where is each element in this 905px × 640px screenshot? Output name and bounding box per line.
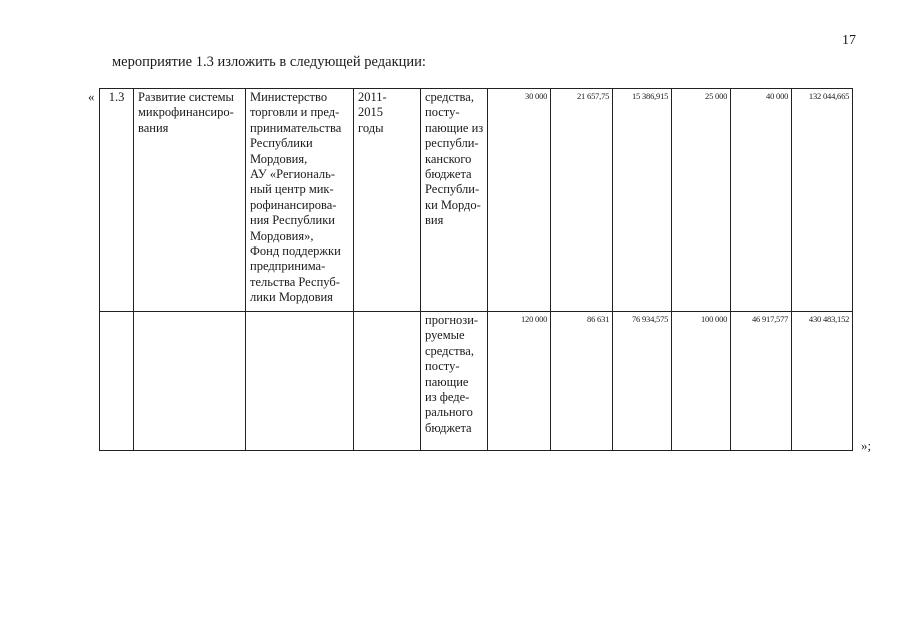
- source-line: Республи-: [425, 182, 480, 197]
- executor-line: принимательства: [250, 120, 342, 135]
- closing-quote: »;: [861, 438, 872, 453]
- source-line: пающие из: [425, 120, 484, 135]
- empty-cell: [100, 312, 134, 451]
- table-row: [100, 312, 853, 451]
- source-line: канского: [425, 151, 472, 166]
- value-cell: 40 000: [731, 89, 792, 312]
- value-cell: 30 000: [488, 89, 551, 312]
- intro-text: мероприятие 1.3 изложить в следующей редакции:: [112, 54, 426, 70]
- empty-cell: [246, 312, 354, 451]
- source-line: вия: [425, 213, 444, 228]
- value-cell: 120 000: [488, 312, 551, 451]
- total-value-cell: 430 483,152: [792, 312, 853, 451]
- source-line: средства,: [425, 90, 474, 104]
- total-value-cell: 132 044,665: [792, 89, 853, 312]
- source-line: прогнози-: [425, 313, 479, 327]
- period-line: 2011-: [358, 90, 387, 104]
- source-line: пающие: [425, 374, 469, 389]
- executor-line: Фонд поддержки: [250, 244, 341, 259]
- executor-line: ния Республики: [250, 213, 335, 228]
- executor-line: лики Мордовия: [250, 290, 333, 305]
- measure-name-cell: [134, 89, 246, 312]
- source-line: бюджета: [425, 420, 472, 435]
- period-line: годы: [358, 120, 384, 135]
- measure-name-line: Развитие системы: [138, 90, 234, 104]
- measure-name-line: микрофинансиро-: [138, 105, 234, 120]
- executor-line: тельства Респуб-: [250, 274, 340, 289]
- source-line: посту-: [425, 359, 460, 374]
- source-line: бюджета: [425, 167, 472, 182]
- executor-line: предпринима-: [250, 259, 326, 274]
- value-cell: 86 631: [551, 312, 613, 451]
- empty-cell: [134, 312, 246, 451]
- executor-line: ный центр мик-: [250, 182, 334, 197]
- period-cell: [354, 89, 421, 312]
- value-cell: 25 000: [672, 89, 731, 312]
- funding-source-cell: [421, 312, 488, 451]
- source-line: рального: [425, 405, 473, 420]
- executor-line: торговли и пред-: [250, 105, 340, 120]
- funding-source-cell: [421, 89, 488, 312]
- empty-cell: [354, 312, 421, 451]
- source-line: руемые: [425, 328, 465, 343]
- source-line: ки Мордо-: [425, 197, 481, 212]
- period-line: 2015: [358, 105, 383, 120]
- executor-cell: [246, 89, 354, 312]
- opening-quote: «: [88, 89, 95, 104]
- measure-number: 1.3: [100, 89, 134, 312]
- executor-line: Мордовия,: [250, 151, 308, 166]
- source-line: из феде-: [425, 390, 470, 405]
- executor-line: Республики: [250, 136, 313, 151]
- executor-line: АУ «Региональ-: [250, 167, 336, 182]
- value-cell: 46 917,577: [731, 312, 792, 451]
- measure-table: [99, 88, 853, 451]
- page-number: 17: [842, 33, 856, 48]
- source-line: республи-: [425, 136, 479, 151]
- source-line: посту-: [425, 105, 460, 120]
- value-cell: 15 386,915: [613, 89, 672, 312]
- measure-name-line: вания: [138, 120, 169, 135]
- table-row: [100, 89, 853, 312]
- value-cell: 76 934,575: [613, 312, 672, 451]
- executor-line: Мордовия»,: [250, 228, 314, 243]
- source-line: средства,: [425, 343, 474, 358]
- value-cell: 21 657,75: [551, 89, 613, 312]
- value-cell: 100 000: [672, 312, 731, 451]
- executor-line: рофинансирова-: [250, 197, 337, 212]
- executor-line: Министерство: [250, 90, 328, 104]
